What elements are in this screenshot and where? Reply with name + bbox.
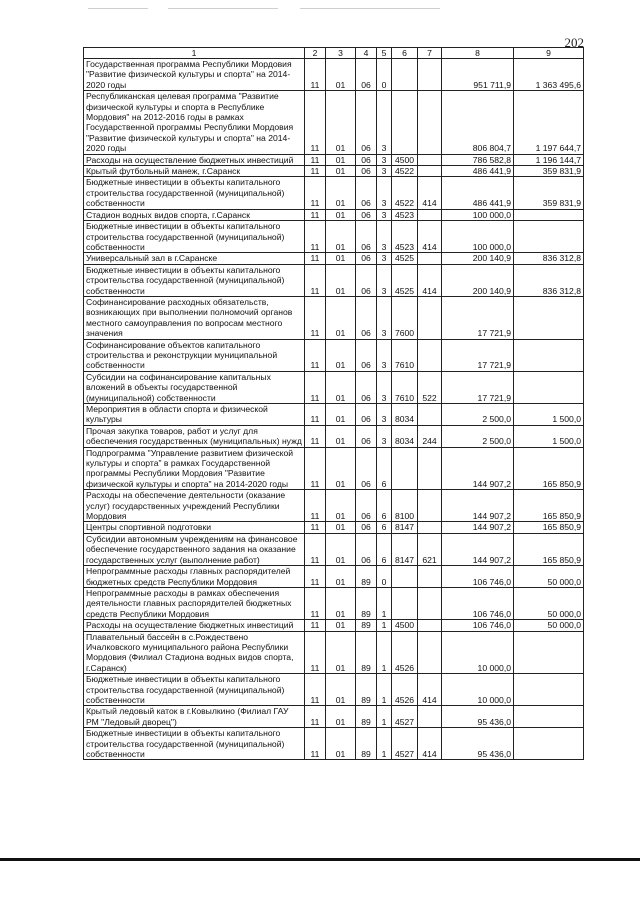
cell-col-5: 1 [377, 706, 392, 728]
cell-col-9 [514, 221, 584, 253]
row-label: Непрограммные расходы в рамках обеспечения деятельности главных распорядителей бюджетных средств Республики Мордовия [84, 587, 305, 619]
cell-col-5: 3 [377, 166, 392, 177]
cell-col-4: 06 [356, 177, 377, 209]
cell-col-6: 4500 [392, 154, 418, 165]
cell-col-3: 01 [326, 296, 356, 339]
cell-col-6: 7600 [392, 296, 418, 339]
cell-col-6: 8147 [392, 522, 418, 533]
cell-col-2: 11 [305, 296, 326, 339]
cell-col-4: 06 [356, 490, 377, 522]
header-col-2: 2 [305, 48, 326, 59]
table-row [84, 447, 584, 490]
row-label: Универсальный зал в г.Саранске [84, 253, 305, 264]
row-label: Непрограммные расходы главных распорядителей бюджетных средств Республики Мордовия [84, 566, 305, 588]
cell-col-4: 06 [356, 91, 377, 154]
table-row [84, 166, 584, 177]
table-row [84, 566, 584, 588]
cell-col-2: 11 [305, 587, 326, 619]
cell-col-8: 144 907,2 [442, 522, 514, 533]
cell-col-8: 10 000,0 [442, 631, 514, 674]
cell-col-7 [418, 631, 442, 674]
cell-col-9 [514, 371, 584, 403]
cell-col-3: 01 [326, 91, 356, 154]
cell-col-7 [418, 339, 442, 371]
cell-col-5: 1 [377, 587, 392, 619]
header-col-6: 6 [392, 48, 418, 59]
cell-col-6: 4500 [392, 620, 418, 631]
cell-col-7: 414 [418, 728, 442, 760]
cell-col-9 [514, 209, 584, 220]
cell-col-3: 01 [326, 566, 356, 588]
cell-col-7 [418, 296, 442, 339]
cell-col-3: 01 [326, 533, 356, 565]
cell-col-7 [418, 166, 442, 177]
cell-col-4: 89 [356, 566, 377, 588]
cell-col-7: 414 [418, 221, 442, 253]
cell-col-2: 11 [305, 166, 326, 177]
row-label: Подпрограмма "Управление развитием физической культуры и спорта" в рамках Государственной программы Республики Мордовия "Развитие физической культуры и спорта" на 2014-2020 годы [84, 447, 305, 490]
cell-col-9 [514, 339, 584, 371]
table-row [84, 59, 584, 91]
cell-col-2: 11 [305, 221, 326, 253]
cell-col-7 [418, 706, 442, 728]
table-header-row [84, 48, 584, 59]
cell-col-7 [418, 154, 442, 165]
cell-col-6: 4523 [392, 221, 418, 253]
cell-col-9 [514, 706, 584, 728]
cell-col-4: 89 [356, 587, 377, 619]
cell-col-2: 11 [305, 59, 326, 91]
table-row [84, 91, 584, 154]
table-row [84, 253, 584, 264]
cell-col-5: 3 [377, 154, 392, 165]
cell-col-2: 11 [305, 209, 326, 220]
cell-col-6: 4523 [392, 209, 418, 220]
cell-col-6: 8034 [392, 404, 418, 426]
row-label: Расходы на обеспечение деятельности (оказание услуг) государственных учреждений Республики Мордовия [84, 490, 305, 522]
cell-col-3: 01 [326, 371, 356, 403]
cell-col-4: 89 [356, 631, 377, 674]
cell-col-3: 01 [326, 154, 356, 165]
table-row [84, 490, 584, 522]
cell-col-8: 100 000,0 [442, 221, 514, 253]
cell-col-9: 50 000,0 [514, 587, 584, 619]
cell-col-6 [392, 447, 418, 490]
cell-col-9: 836 312,8 [514, 264, 584, 296]
cell-col-5: 3 [377, 371, 392, 403]
cell-col-4: 06 [356, 425, 377, 447]
header-col-8: 8 [442, 48, 514, 59]
top-scan-line-mid [168, 8, 278, 9]
cell-col-3: 01 [326, 631, 356, 674]
cell-col-7 [418, 620, 442, 631]
row-label: Субсидии автономным учреждениям на финансовое обеспечение государственного задания на оказание государственных услуг (выполнение работ) [84, 533, 305, 565]
row-label: Расходы на осуществление бюджетных инвестиций [84, 154, 305, 165]
row-label: Республиканская целевая программа "Развитие физической культуры и спорта в Республике Мордовия" на 2012-2016 годы в рамках Государственной программы Республики Мордовия "Развитие физической культуры и спорта" на 2014-2020 годы [84, 91, 305, 154]
cell-col-5: 3 [377, 296, 392, 339]
cell-col-2: 11 [305, 425, 326, 447]
cell-col-5: 3 [377, 339, 392, 371]
cell-col-2: 11 [305, 490, 326, 522]
table-row [84, 177, 584, 209]
table-row [84, 631, 584, 674]
cell-col-3: 01 [326, 706, 356, 728]
cell-col-4: 89 [356, 674, 377, 706]
cell-col-7: 414 [418, 264, 442, 296]
table-row [84, 404, 584, 426]
budget-table [83, 47, 584, 760]
cell-col-7: 414 [418, 674, 442, 706]
cell-col-7 [418, 566, 442, 588]
cell-col-4: 06 [356, 59, 377, 91]
cell-col-3: 01 [326, 425, 356, 447]
cell-col-8: 144 907,2 [442, 533, 514, 565]
header-col-4: 4 [356, 48, 377, 59]
cell-col-7: 621 [418, 533, 442, 565]
cell-col-8: 17 721,9 [442, 296, 514, 339]
row-label: Прочая закупка товаров, работ и услуг для обеспечения государственных (муниципальных) нужд [84, 425, 305, 447]
cell-col-9: 165 850,9 [514, 522, 584, 533]
cell-col-3: 01 [326, 404, 356, 426]
cell-col-8: 2 500,0 [442, 404, 514, 426]
cell-col-8: 144 907,2 [442, 447, 514, 490]
cell-col-4: 06 [356, 264, 377, 296]
cell-col-2: 11 [305, 447, 326, 490]
row-label: Расходы на осуществление бюджетных инвестиций [84, 620, 305, 631]
cell-col-8: 10 000,0 [442, 674, 514, 706]
cell-col-8: 200 140,9 [442, 253, 514, 264]
cell-col-5: 3 [377, 91, 392, 154]
cell-col-4: 06 [356, 296, 377, 339]
cell-col-9: 50 000,0 [514, 566, 584, 588]
row-label: Бюджетные инвестиции в объекты капитального строительства государственной (муниципальной) собственности [84, 221, 305, 253]
cell-col-7: 522 [418, 371, 442, 403]
cell-col-3: 01 [326, 264, 356, 296]
row-label: Софинансирование объектов капитального строительства и реконструкции муниципальной собственности [84, 339, 305, 371]
cell-col-4: 06 [356, 339, 377, 371]
cell-col-8: 106 746,0 [442, 620, 514, 631]
cell-col-9: 1 500,0 [514, 404, 584, 426]
cell-col-6: 4527 [392, 706, 418, 728]
header-col-9: 9 [514, 48, 584, 59]
cell-col-5: 3 [377, 404, 392, 426]
cell-col-8: 2 500,0 [442, 425, 514, 447]
cell-col-8: 486 441,9 [442, 166, 514, 177]
row-label: Бюджетные инвестиции в объекты капитального строительства государственной (муниципальной) собственности [84, 674, 305, 706]
cell-col-8: 106 746,0 [442, 587, 514, 619]
cell-col-5: 1 [377, 674, 392, 706]
cell-col-2: 11 [305, 339, 326, 371]
cell-col-3: 01 [326, 339, 356, 371]
cell-col-9: 1 196 144,7 [514, 154, 584, 165]
table-row [84, 296, 584, 339]
row-label: Софинансирование расходных обязательств, возникающих при выполнении полномочий органов местного самоуправления по вопросам местного значения [84, 296, 305, 339]
cell-col-2: 11 [305, 154, 326, 165]
cell-col-9: 1 197 644,7 [514, 91, 584, 154]
cell-col-3: 01 [326, 522, 356, 533]
cell-col-9: 1 363 495,6 [514, 59, 584, 91]
cell-col-6: 4522 [392, 177, 418, 209]
table-row [84, 728, 584, 760]
cell-col-6: 4525 [392, 253, 418, 264]
top-scan-line-right [300, 8, 440, 9]
cell-col-2: 11 [305, 728, 326, 760]
cell-col-5: 6 [377, 533, 392, 565]
cell-col-3: 01 [326, 221, 356, 253]
cell-col-4: 89 [356, 728, 377, 760]
cell-col-5: 3 [377, 253, 392, 264]
cell-col-3: 01 [326, 587, 356, 619]
cell-col-2: 11 [305, 264, 326, 296]
row-label: Центры спортивной подготовки [84, 522, 305, 533]
cell-col-8: 200 140,9 [442, 264, 514, 296]
cell-col-2: 11 [305, 674, 326, 706]
cell-col-8: 17 721,9 [442, 371, 514, 403]
table-row [84, 425, 584, 447]
cell-col-6: 8034 [392, 425, 418, 447]
cell-col-5: 6 [377, 522, 392, 533]
cell-col-6: 4527 [392, 728, 418, 760]
cell-col-4: 06 [356, 404, 377, 426]
row-label: Бюджетные инвестиции в объекты капитального строительства государственной (муниципальной) собственности [84, 264, 305, 296]
cell-col-4: 06 [356, 253, 377, 264]
cell-col-2: 11 [305, 371, 326, 403]
row-label: Бюджетные инвестиции в объекты капитального строительства государственной (муниципальной) собственности [84, 177, 305, 209]
cell-col-2: 11 [305, 631, 326, 674]
table-row [84, 154, 584, 165]
cell-col-5: 3 [377, 177, 392, 209]
cell-col-4: 06 [356, 221, 377, 253]
header-col-7: 7 [418, 48, 442, 59]
cell-col-4: 06 [356, 154, 377, 165]
row-label: Мероприятия в области спорта и физической культуры [84, 404, 305, 426]
cell-col-7 [418, 253, 442, 264]
row-label: Бюджетные инвестиции в объекты капитального строительства государственной (муниципальной) собственности [84, 728, 305, 760]
cell-col-7 [418, 522, 442, 533]
cell-col-6: 4522 [392, 166, 418, 177]
cell-col-4: 06 [356, 209, 377, 220]
cell-col-8: 144 907,2 [442, 490, 514, 522]
cell-col-7 [418, 490, 442, 522]
cell-col-4: 06 [356, 371, 377, 403]
cell-col-8: 95 436,0 [442, 706, 514, 728]
table-row [84, 371, 584, 403]
cell-col-4: 89 [356, 706, 377, 728]
cell-col-3: 01 [326, 166, 356, 177]
cell-col-5: 3 [377, 221, 392, 253]
row-label: Государственная программа Республики Мордовия "Развитие физической культуры и спорта" на 2014-2020 годы [84, 59, 305, 91]
cell-col-3: 01 [326, 177, 356, 209]
cell-col-3: 01 [326, 728, 356, 760]
cell-col-2: 11 [305, 177, 326, 209]
cell-col-7 [418, 404, 442, 426]
cell-col-9: 165 850,9 [514, 533, 584, 565]
cell-col-2: 11 [305, 253, 326, 264]
cell-col-5: 3 [377, 425, 392, 447]
cell-col-9 [514, 296, 584, 339]
cell-col-2: 11 [305, 91, 326, 154]
cell-col-8: 486 441,9 [442, 177, 514, 209]
cell-col-4: 06 [356, 533, 377, 565]
cell-col-7 [418, 59, 442, 91]
table-row [84, 674, 584, 706]
cell-col-5: 1 [377, 631, 392, 674]
cell-col-7 [418, 209, 442, 220]
cell-col-2: 11 [305, 533, 326, 565]
cell-col-3: 01 [326, 490, 356, 522]
cell-col-5: 0 [377, 59, 392, 91]
cell-col-2: 11 [305, 706, 326, 728]
cell-col-2: 11 [305, 522, 326, 533]
table-row [84, 339, 584, 371]
cell-col-5: 1 [377, 620, 392, 631]
cell-col-9: 359 831,9 [514, 166, 584, 177]
cell-col-2: 11 [305, 566, 326, 588]
row-label: Крытый футбольный манеж, г.Саранск [84, 166, 305, 177]
cell-col-7 [418, 91, 442, 154]
cell-col-5: 6 [377, 490, 392, 522]
cell-col-9: 165 850,9 [514, 490, 584, 522]
cell-col-2: 11 [305, 620, 326, 631]
cell-col-9 [514, 728, 584, 760]
top-scan-line-left [88, 8, 148, 9]
bottom-rule [0, 858, 640, 861]
table-row [84, 587, 584, 619]
cell-col-6 [392, 566, 418, 588]
cell-col-9: 1 500,0 [514, 425, 584, 447]
cell-col-6: 7610 [392, 339, 418, 371]
cell-col-5: 0 [377, 566, 392, 588]
cell-col-2: 11 [305, 404, 326, 426]
header-col-1: 1 [84, 48, 305, 59]
table-row [84, 209, 584, 220]
table-row [84, 533, 584, 565]
cell-col-6: 4525 [392, 264, 418, 296]
cell-col-9: 165 850,9 [514, 447, 584, 490]
cell-col-8: 806 804,7 [442, 91, 514, 154]
cell-col-6 [392, 59, 418, 91]
cell-col-6 [392, 587, 418, 619]
cell-col-9: 359 831,9 [514, 177, 584, 209]
cell-col-4: 89 [356, 620, 377, 631]
cell-col-8: 100 000,0 [442, 209, 514, 220]
cell-col-8: 786 582,8 [442, 154, 514, 165]
cell-col-6: 4526 [392, 631, 418, 674]
cell-col-5: 3 [377, 264, 392, 296]
row-label: Крытый ледовый каток в г.Ковылкино (Филиал ГАУ РМ "Ледовый дворец") [84, 706, 305, 728]
cell-col-6: 8100 [392, 490, 418, 522]
cell-col-6: 7610 [392, 371, 418, 403]
cell-col-7: 414 [418, 177, 442, 209]
cell-col-8: 95 436,0 [442, 728, 514, 760]
cell-col-7: 244 [418, 425, 442, 447]
cell-col-7 [418, 447, 442, 490]
cell-col-6: 8147 [392, 533, 418, 565]
cell-col-3: 01 [326, 620, 356, 631]
cell-col-4: 06 [356, 447, 377, 490]
table-row [84, 522, 584, 533]
cell-col-4: 06 [356, 522, 377, 533]
page-number: 202 [564, 35, 584, 50]
cell-col-3: 01 [326, 59, 356, 91]
cell-col-8: 951 711,9 [442, 59, 514, 91]
cell-col-6 [392, 91, 418, 154]
cell-col-9 [514, 631, 584, 674]
table-row [84, 264, 584, 296]
cell-col-9: 50 000,0 [514, 620, 584, 631]
table-row [84, 620, 584, 631]
cell-col-5: 1 [377, 728, 392, 760]
table-row [84, 221, 584, 253]
cell-col-3: 01 [326, 674, 356, 706]
cell-col-9: 836 312,8 [514, 253, 584, 264]
cell-col-6: 4526 [392, 674, 418, 706]
row-label: Стадион водных видов спорта, г.Саранск [84, 209, 305, 220]
cell-col-8: 106 746,0 [442, 566, 514, 588]
table-row [84, 706, 584, 728]
row-label: Плавательный бассейн в с.Рождествено Ичалковского муниципального района Республики Мордовия (Филиал Стадиона водных видов спорта, г.Саранск) [84, 631, 305, 674]
header-col-5: 5 [377, 48, 392, 59]
cell-col-9 [514, 674, 584, 706]
cell-col-5: 3 [377, 209, 392, 220]
cell-col-3: 01 [326, 447, 356, 490]
row-label: Субсидии на софинансирование капитальных вложений в объекты государственной (муниципальной) собственности [84, 371, 305, 403]
cell-col-4: 06 [356, 166, 377, 177]
cell-col-3: 01 [326, 209, 356, 220]
cell-col-3: 01 [326, 253, 356, 264]
cell-col-7 [418, 587, 442, 619]
header-col-3: 3 [326, 48, 356, 59]
cell-col-8: 17 721,9 [442, 339, 514, 371]
cell-col-5: 6 [377, 447, 392, 490]
